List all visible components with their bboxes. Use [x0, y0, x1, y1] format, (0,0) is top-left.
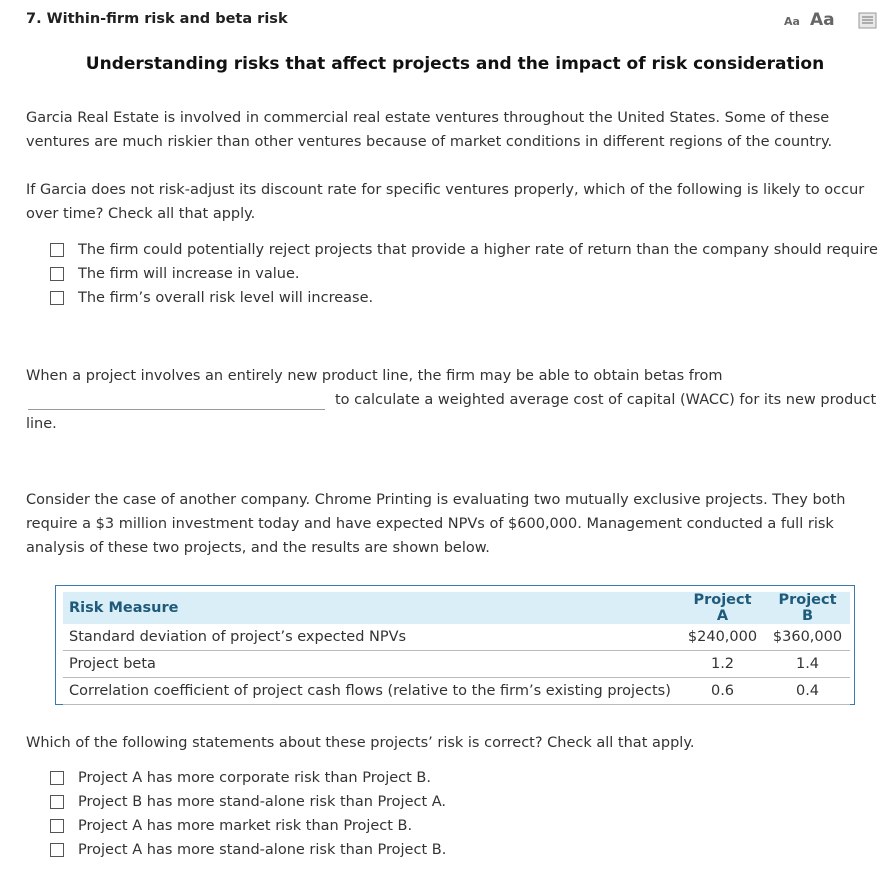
- checkbox[interactable]: [50, 771, 64, 785]
- option-label: The firm could potentially reject projects that provide a higher rate of return than the company should require: [78, 242, 878, 258]
- font-size-controls: [784, 10, 835, 30]
- cell: $360,000: [765, 624, 850, 651]
- q1-option[interactable]: [50, 262, 878, 286]
- q3-option[interactable]: [50, 838, 446, 862]
- cell: 0.4: [765, 678, 850, 705]
- q3-option[interactable]: [50, 766, 446, 790]
- q3-option[interactable]: [50, 790, 446, 814]
- checkbox[interactable]: [50, 843, 64, 857]
- increase-font-button[interactable]: Aa: [809, 10, 835, 30]
- q2-line3: line.: [26, 416, 57, 432]
- option-label: Project A has more market risk than Project B.: [78, 818, 413, 834]
- checkbox[interactable]: [50, 819, 64, 833]
- option-label: Project A has more corporate risk than Project B.: [78, 770, 431, 786]
- cell: Project beta: [63, 651, 680, 678]
- cell: 0.6: [680, 678, 765, 705]
- q2-line2: to calculate a weighted average cost of capital (WACC) for its new product: [335, 392, 877, 408]
- option-label: Project B has more stand-alone risk than Project A.: [78, 794, 447, 810]
- section-heading: Understanding risks that affect projects and the impact of risk consideration: [85, 54, 825, 74]
- table-row: [63, 678, 850, 705]
- cell: $240,000: [680, 624, 765, 651]
- intro-paragraph: Garcia Real Estate is involved in commercial real estate ventures throughout the United States. Some of these ventures are much riskier than other ventures because of market conditions in different regions of the country.: [26, 110, 833, 150]
- col-header-risk-measure: Risk Measure: [63, 592, 680, 624]
- q1-prompt: If Garcia does not risk-adjust its discount rate for specific ventures properly, which of the following is likely to occur over time? Check all that apply.: [26, 182, 865, 222]
- q2-line1: When a project involves an entirely new product line, the firm may be able to obtain betas from: [26, 368, 723, 384]
- question-title: 7. Within-firm risk and beta risk: [26, 11, 288, 27]
- cell: Standard deviation of project’s expected NPVs: [63, 624, 680, 651]
- cell: 1.4: [765, 651, 850, 678]
- q3-option[interactable]: [50, 814, 446, 838]
- checkbox[interactable]: [50, 267, 64, 281]
- q3-options: [50, 766, 446, 862]
- option-label: The firm will increase in value.: [78, 266, 300, 282]
- q1-option[interactable]: [50, 286, 878, 310]
- checkbox[interactable]: [50, 795, 64, 809]
- table-row: [63, 651, 850, 678]
- checkbox[interactable]: [50, 291, 64, 305]
- option-label: The firm’s overall risk level will increase.: [78, 290, 374, 306]
- table-row: [63, 624, 850, 651]
- table-header-row: [63, 592, 850, 624]
- col-header-project-b: Project B: [765, 592, 850, 624]
- checkbox[interactable]: [50, 243, 64, 257]
- case-paragraph: Consider the case of another company. Chrome Printing is evaluating two mutually exclusive projects. They both require a $3 million investment today and have expected NPVs of $600,000. Management conducted a full risk analysis of these two projects, and the results are shown below.: [26, 492, 846, 556]
- cell: Correlation coefficient of project cash flows (relative to the firm’s existing projects): [63, 678, 680, 705]
- cell: 1.2: [680, 651, 765, 678]
- print-icon[interactable]: [858, 12, 878, 30]
- risk-table: [55, 585, 855, 705]
- decrease-font-button[interactable]: Aa: [784, 15, 800, 28]
- col-header-project-a: Project A: [680, 592, 765, 624]
- q1-option[interactable]: [50, 238, 878, 262]
- beta-source-blank[interactable]: [28, 409, 325, 410]
- q1-options: [50, 238, 878, 310]
- option-label: Project A has more stand-alone risk than Project B.: [78, 842, 447, 858]
- q3-prompt: Which of the following statements about these projects’ risk is correct? Check all that apply.: [26, 735, 695, 751]
